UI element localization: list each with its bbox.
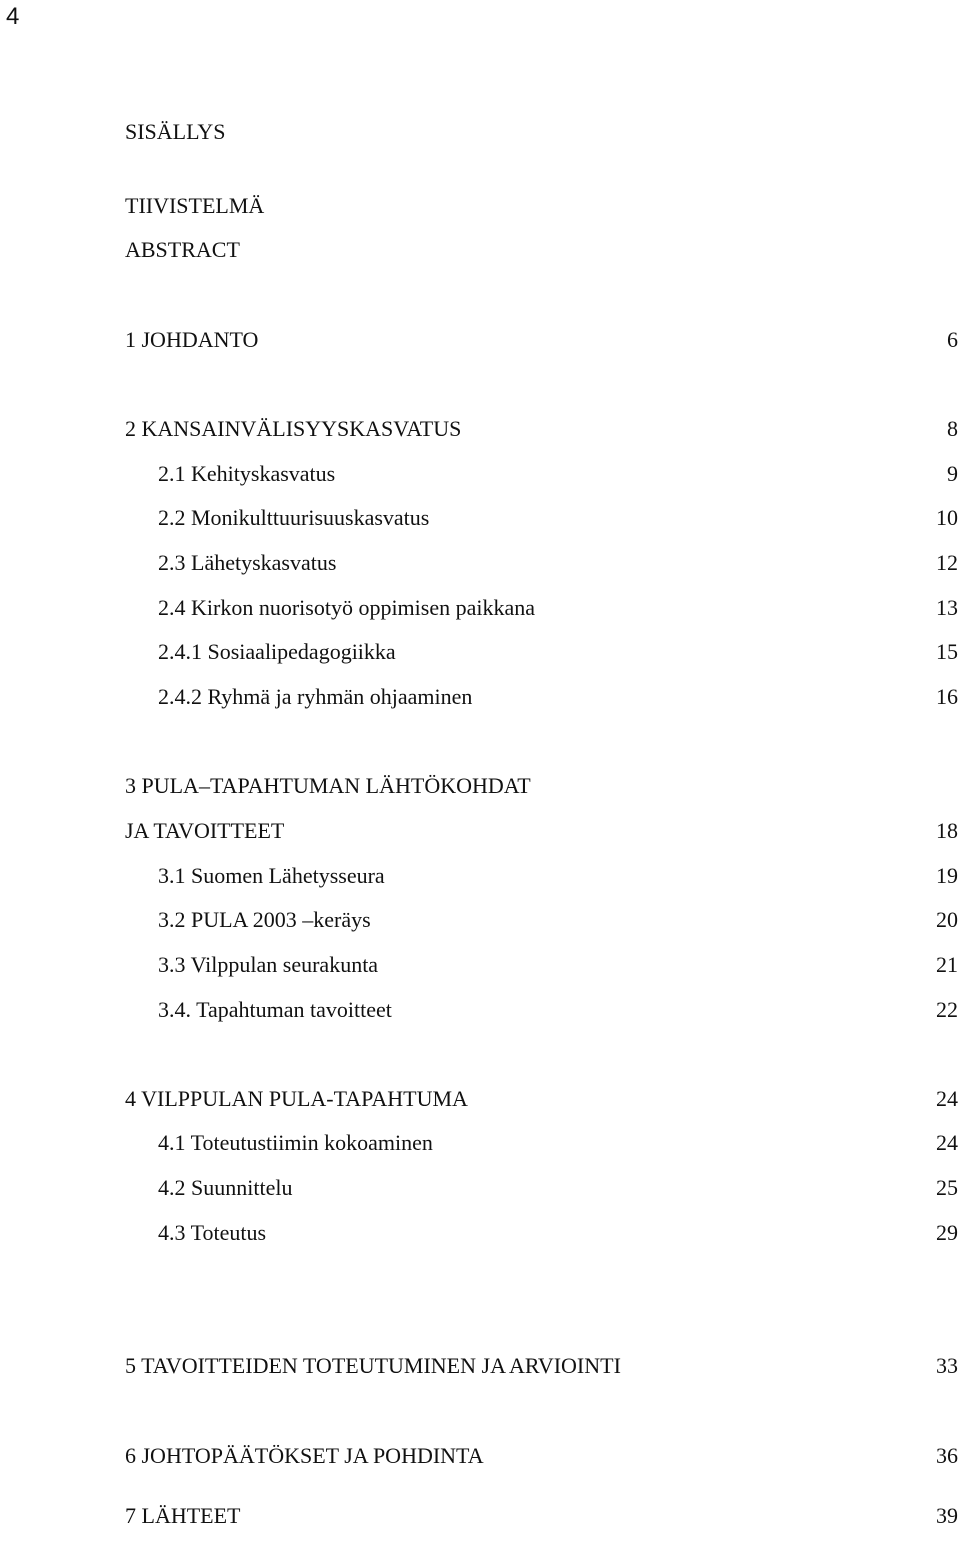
toc-entry-page: 33 — [936, 1353, 958, 1378]
toc-entry-text: 4 VILPPULAN PULA-TAPAHTUMA — [125, 1086, 468, 1111]
toc-entry-text: 7 LÄHTEET — [125, 1503, 241, 1528]
toc-entry-text: 3.1 Suomen Lähetysseura — [158, 863, 385, 888]
toc-entry-page: 13 — [936, 595, 958, 620]
toc-entry-text: 4.2 Suunnittelu — [158, 1175, 293, 1200]
toc-entry-page: 8 — [947, 416, 958, 441]
toc-entry-page: 12 — [936, 550, 958, 575]
toc-entry-page: 16 — [936, 684, 958, 709]
toc-entry-text: 2.4 Kirkon nuorisotyö oppimisen paikkana — [158, 595, 536, 620]
toc-entry-text: 4.3 Toteutus — [158, 1220, 267, 1245]
toc-entry-text: 1 JOHDANTO — [125, 327, 259, 352]
toc-entry-text: 2.4.2 Ryhmä ja ryhmän ohjaaminen — [158, 684, 473, 709]
toc-entry-page: 25 — [936, 1175, 958, 1200]
toc-entry-page: 19 — [936, 863, 958, 888]
page-number: 4 — [6, 3, 20, 30]
toc-entry-page: 10 — [936, 505, 958, 530]
toc-entry-text: 3.3 Vilppulan seurakunta — [158, 952, 379, 977]
toc-entry-page: 18 — [936, 818, 958, 843]
toc-entry-text: 6 JOHTOPÄÄTÖKSET JA POHDINTA — [125, 1443, 484, 1468]
toc-entry-page: 22 — [936, 997, 958, 1022]
toc-entry-page: 20 — [936, 907, 958, 932]
toc-entry-text: 2.4.1 Sosiaalipedagogiikka — [158, 639, 396, 664]
toc-entry-page: 9 — [947, 461, 958, 486]
toc-entry-page: 24 — [936, 1086, 958, 1111]
toc-entry-text: 5 TAVOITTEIDEN TOTEUTUMINEN JA ARVIOINTI — [125, 1353, 621, 1378]
toc-front-matter-abstract-en: ABSTRACT — [125, 237, 240, 262]
toc-entry-page: 29 — [936, 1220, 958, 1245]
toc-title: SISÄLLYS — [125, 119, 226, 144]
toc-entry-text: 2.1 Kehityskasvatus — [158, 461, 336, 486]
toc-entry-text: 4.1 Toteutustiimin kokoaminen — [158, 1130, 433, 1155]
toc-entry-text: 3.4. Tapahtuman tavoitteet — [158, 997, 392, 1022]
toc-entry-text: 2.2 Monikulttuurisuuskasvatus — [158, 505, 430, 530]
toc-entry-text: 2.3 Lähetyskasvatus — [158, 550, 337, 575]
toc-entry-text: 3 PULA–TAPAHTUMAN LÄHTÖKOHDAT — [125, 773, 531, 798]
toc-entry-text: JA TAVOITTEET — [125, 818, 285, 843]
toc-entry-text: 2 KANSAINVÄLISYYSKASVATUS — [125, 416, 462, 441]
toc-entry-page: 24 — [936, 1130, 958, 1155]
toc-entry-page: 6 — [947, 327, 958, 352]
toc-entry-text: 3.2 PULA 2003 –keräys — [158, 907, 371, 932]
toc-front-matter-abstract-fi: TIIVISTELMÄ — [125, 193, 265, 218]
toc-entry-page: 15 — [936, 639, 958, 664]
toc-entry-page: 39 — [936, 1503, 958, 1528]
toc-entry-page: 21 — [936, 952, 958, 977]
toc-entry-page: 36 — [936, 1443, 958, 1468]
